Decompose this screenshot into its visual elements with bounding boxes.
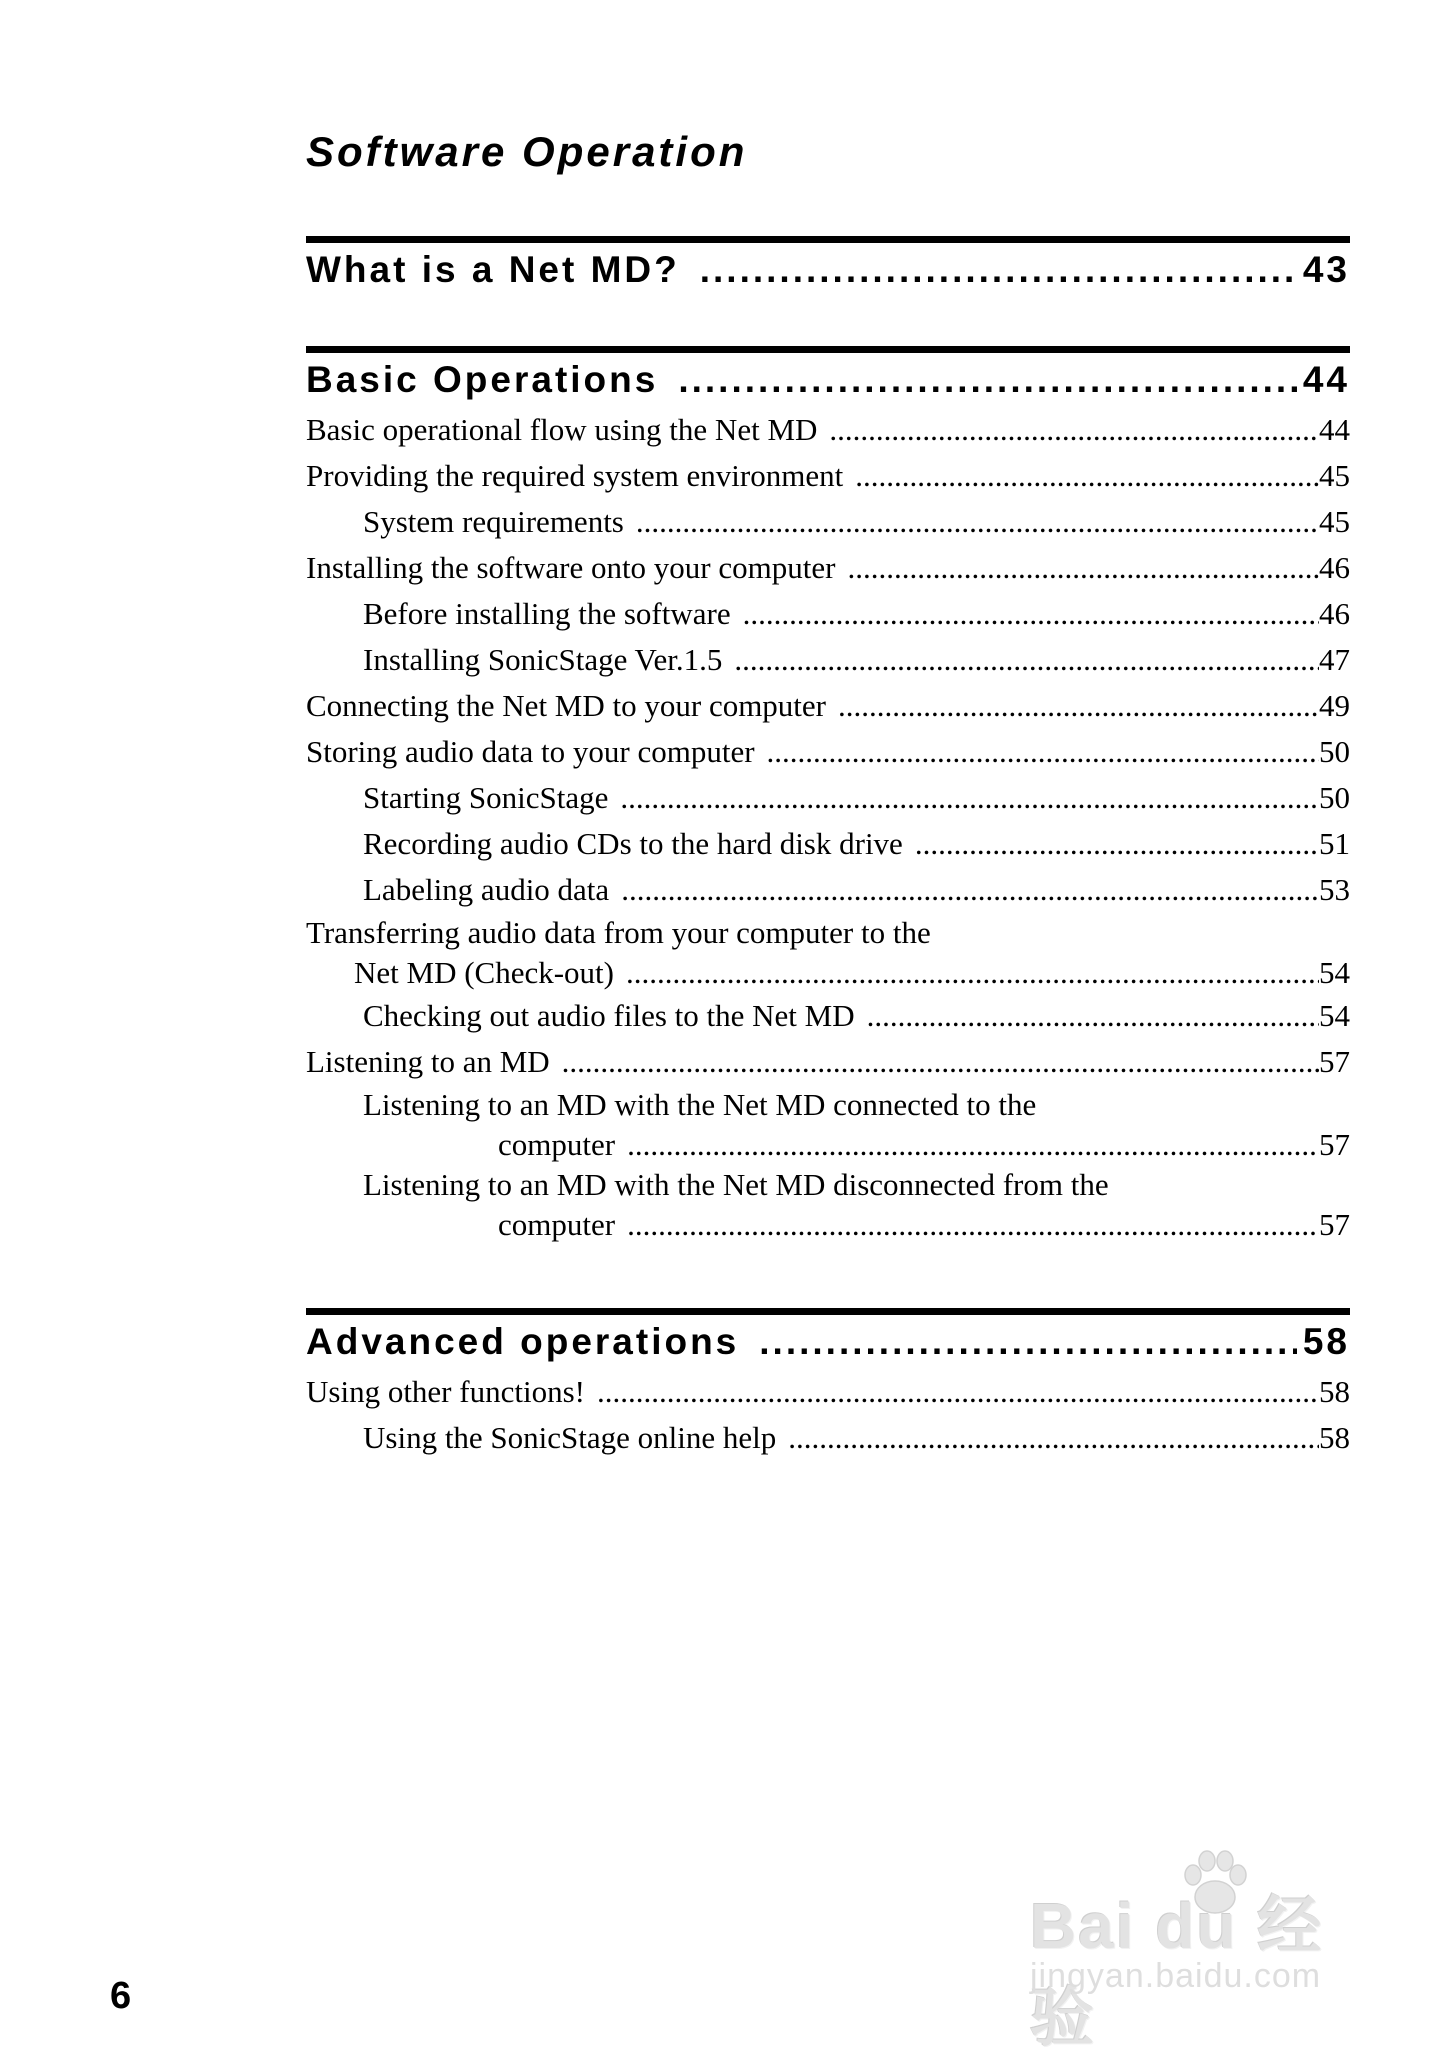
toc-entry[interactable] bbox=[306, 1039, 1350, 1085]
section-page-number: 58 bbox=[1302, 1321, 1350, 1362]
toc-entry-multiline[interactable] bbox=[306, 913, 1350, 993]
entry-text: Listening to an MD bbox=[306, 1044, 550, 1079]
toc-section-basic-operations bbox=[306, 346, 1350, 1245]
dot-leader bbox=[838, 683, 1319, 729]
section-title: What is a Net MD? bbox=[306, 249, 680, 290]
toc-section-what-is-net-md bbox=[306, 236, 1350, 297]
toc-subentry[interactable] bbox=[306, 591, 1350, 637]
toc-section-heading[interactable] bbox=[306, 1321, 1350, 1369]
dot-leader bbox=[621, 867, 1319, 913]
entry-text: Starting SonicStage bbox=[363, 780, 609, 815]
entry-text-line1: Transferring audio data from your computer to the bbox=[306, 915, 931, 950]
section-divider bbox=[306, 1308, 1350, 1315]
entry-page-number: 57 bbox=[1319, 1044, 1350, 1079]
entry-text-line2: computer bbox=[498, 1127, 616, 1162]
section-divider bbox=[306, 236, 1350, 243]
toc-entry[interactable] bbox=[306, 453, 1350, 499]
entry-text: Installing the software onto your computer bbox=[306, 550, 836, 585]
toc-subentry[interactable] bbox=[306, 867, 1350, 913]
toc-subentry[interactable] bbox=[306, 993, 1350, 1039]
entry-page-number: 50 bbox=[1319, 734, 1350, 769]
section-page-number: 44 bbox=[1302, 359, 1350, 400]
dot-leader bbox=[759, 1321, 1297, 1363]
dot-leader bbox=[626, 953, 1319, 993]
entry-page-number: 47 bbox=[1319, 642, 1350, 677]
entry-text-line1: Listening to an MD with the Net MD connected to the bbox=[363, 1087, 1037, 1122]
toc-subentry[interactable] bbox=[306, 499, 1350, 545]
entry-text: Recording audio CDs to the hard disk drive bbox=[363, 826, 903, 861]
entry-text: Labeling audio data bbox=[363, 872, 610, 907]
dot-leader bbox=[855, 453, 1319, 499]
dot-leader bbox=[847, 545, 1319, 591]
dot-leader bbox=[700, 249, 1297, 291]
entry-page-number: 54 bbox=[1319, 998, 1350, 1033]
dot-leader bbox=[867, 993, 1319, 1039]
entry-text-line2: computer bbox=[498, 1207, 616, 1242]
watermark-url: jingyan.baidu.com bbox=[1030, 1957, 1322, 1995]
toc-subentry-multiline[interactable] bbox=[306, 1165, 1350, 1245]
dot-leader bbox=[627, 1125, 1319, 1165]
entry-text: Installing SonicStage Ver.1.5 bbox=[363, 642, 723, 677]
entry-text: Checking out audio files to the Net MD bbox=[363, 998, 855, 1033]
entry-page-number: 50 bbox=[1319, 780, 1350, 815]
toc-entry[interactable] bbox=[306, 407, 1350, 453]
entry-page-number: 44 bbox=[1319, 412, 1350, 447]
entry-page-number: 46 bbox=[1319, 596, 1350, 631]
entry-text: Before installing the software bbox=[363, 596, 731, 631]
entry-page-number: 46 bbox=[1319, 550, 1350, 585]
dot-leader bbox=[620, 775, 1319, 821]
toc-entry[interactable] bbox=[306, 545, 1350, 591]
dot-leader bbox=[636, 499, 1319, 545]
entry-page-number: 45 bbox=[1319, 504, 1350, 539]
entry-continuation bbox=[306, 1125, 1350, 1165]
toc-entry[interactable] bbox=[306, 729, 1350, 775]
entry-page-number: 54 bbox=[1319, 955, 1350, 990]
entry-page-number: 57 bbox=[1319, 1127, 1350, 1162]
entry-page-number: 49 bbox=[1319, 688, 1350, 723]
toc-entry[interactable] bbox=[306, 683, 1350, 729]
entry-continuation bbox=[306, 1205, 1350, 1245]
entry-text: System requirements bbox=[363, 504, 624, 539]
toc-subentry-multiline[interactable] bbox=[306, 1085, 1350, 1165]
entry-page-number: 57 bbox=[1319, 1207, 1350, 1242]
toc-subentry[interactable] bbox=[306, 1415, 1350, 1461]
toc-section-advanced-operations bbox=[306, 1308, 1350, 1461]
entry-text: Connecting the Net MD to your computer bbox=[306, 688, 827, 723]
entry-text-line1: Listening to an MD with the Net MD disconnected from the bbox=[363, 1167, 1109, 1202]
page-title: Software Operation bbox=[306, 128, 748, 175]
entry-text: Storing audio data to your computer bbox=[306, 734, 755, 769]
toc-subentry[interactable] bbox=[306, 775, 1350, 821]
entry-text: Providing the required system environment bbox=[306, 458, 844, 493]
toc-entry[interactable] bbox=[306, 1369, 1350, 1415]
toc-subentry[interactable] bbox=[306, 821, 1350, 867]
entry-page-number: 58 bbox=[1319, 1374, 1350, 1409]
entry-page-number: 51 bbox=[1319, 826, 1350, 861]
toc-subentry[interactable] bbox=[306, 637, 1350, 683]
section-title: Basic Operations bbox=[306, 359, 659, 400]
dot-leader bbox=[743, 591, 1319, 637]
section-page-number: 43 bbox=[1302, 249, 1350, 290]
dot-leader bbox=[597, 1369, 1319, 1415]
entry-text-line2: Net MD (Check-out) bbox=[354, 955, 614, 990]
dot-leader bbox=[788, 1415, 1319, 1461]
toc-section-heading[interactable] bbox=[306, 249, 1350, 297]
entry-page-number: 53 bbox=[1319, 872, 1350, 907]
dot-leader bbox=[734, 637, 1319, 683]
dot-leader bbox=[767, 729, 1319, 775]
dot-leader bbox=[915, 821, 1319, 867]
entry-page-number: 58 bbox=[1319, 1420, 1350, 1455]
watermark-brand: Bai du 经验 bbox=[1030, 1890, 1324, 2054]
watermark bbox=[1030, 1845, 1360, 2054]
dot-leader bbox=[678, 359, 1297, 401]
dot-leader bbox=[627, 1205, 1319, 1245]
entry-text: Basic operational flow using the Net MD bbox=[306, 412, 818, 447]
entry-text: Using the SonicStage online help bbox=[363, 1420, 777, 1455]
dot-leader bbox=[829, 407, 1319, 453]
entry-page-number: 45 bbox=[1319, 458, 1350, 493]
section-title: Advanced operations bbox=[306, 1321, 740, 1362]
entry-continuation bbox=[306, 953, 1350, 993]
page-number: 6 bbox=[110, 1975, 132, 2017]
dot-leader bbox=[562, 1039, 1319, 1085]
entry-text: Using other functions! bbox=[306, 1374, 585, 1409]
section-divider bbox=[306, 346, 1350, 353]
toc-section-heading[interactable] bbox=[306, 359, 1350, 407]
